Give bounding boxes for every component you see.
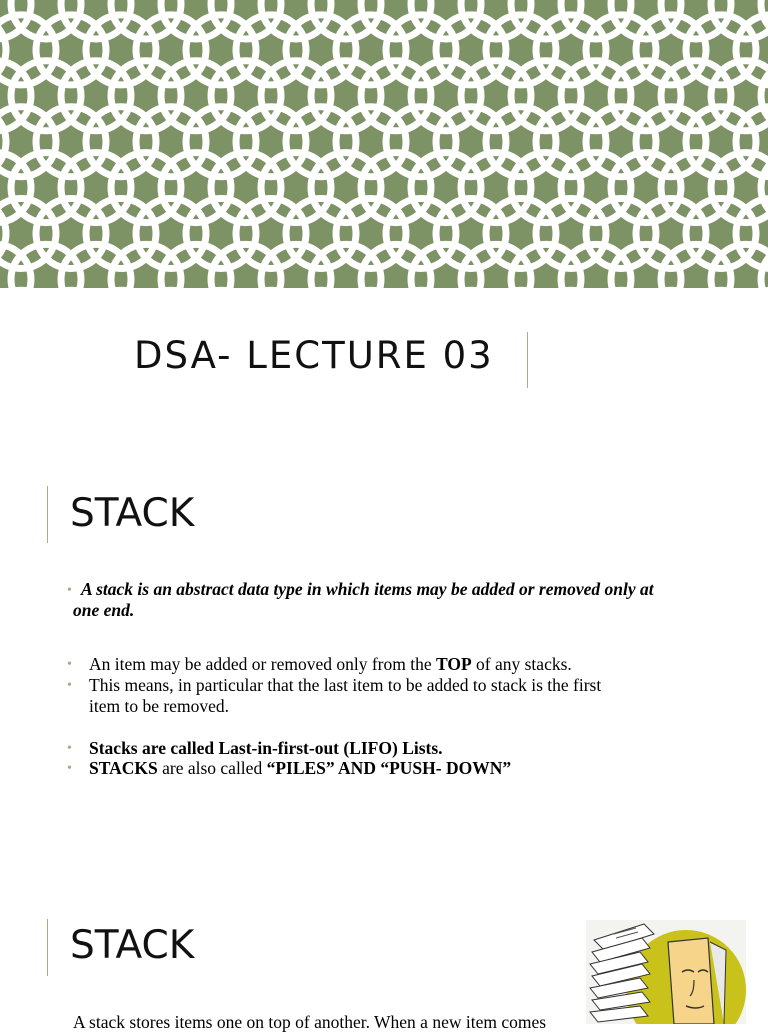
title-divider [527,332,528,388]
bullet-icon: • [67,678,72,693]
bullet-emphasis: STACKS [89,758,158,778]
slide-heading: STACK [70,491,195,536]
stack-of-papers-illustration [586,920,746,1024]
heading-accent-bar [47,486,48,543]
bullet-emphasis: TOP [435,654,472,674]
bullet-icon: • [67,583,72,598]
bullet-item-piles [89,758,709,779]
circle-pattern [0,0,768,288]
bullet-text: An item may be added or removed only from the [89,654,436,674]
bullet-text: are also called [157,758,267,778]
bullet-item-lifo: Stacks are called Last-in-first-out (LIFO) Lists. [89,738,443,758]
bullet-text: of any stacks. [471,654,572,674]
stack-definition: A stack is an abstract data type in which items may be added or removed only at one end. [73,579,654,620]
stack-description: A stack stores items one on top of another. When a new item comes [73,1012,547,1032]
stack-of-papers-icon [586,920,746,1024]
bullet-icon: • [67,761,72,776]
bullet-text: item to be removed. [89,696,229,716]
bullet-item-top [89,654,689,675]
slide-heading: STACK [70,923,195,968]
lecture-title: DSA- LECTURE 03 [134,334,494,377]
decorative-banner [0,0,768,288]
heading-accent-bar [47,919,48,976]
bullet-emphasis: “PILES” AND “PUSH- DOWN” [266,758,512,778]
bullet-text: This means, in particular that the last item to be added to stack is the first [89,675,602,695]
bullet-item-lifo-meaning [89,675,689,717]
bullet-icon: • [67,741,72,756]
bullet-icon: • [67,657,72,672]
